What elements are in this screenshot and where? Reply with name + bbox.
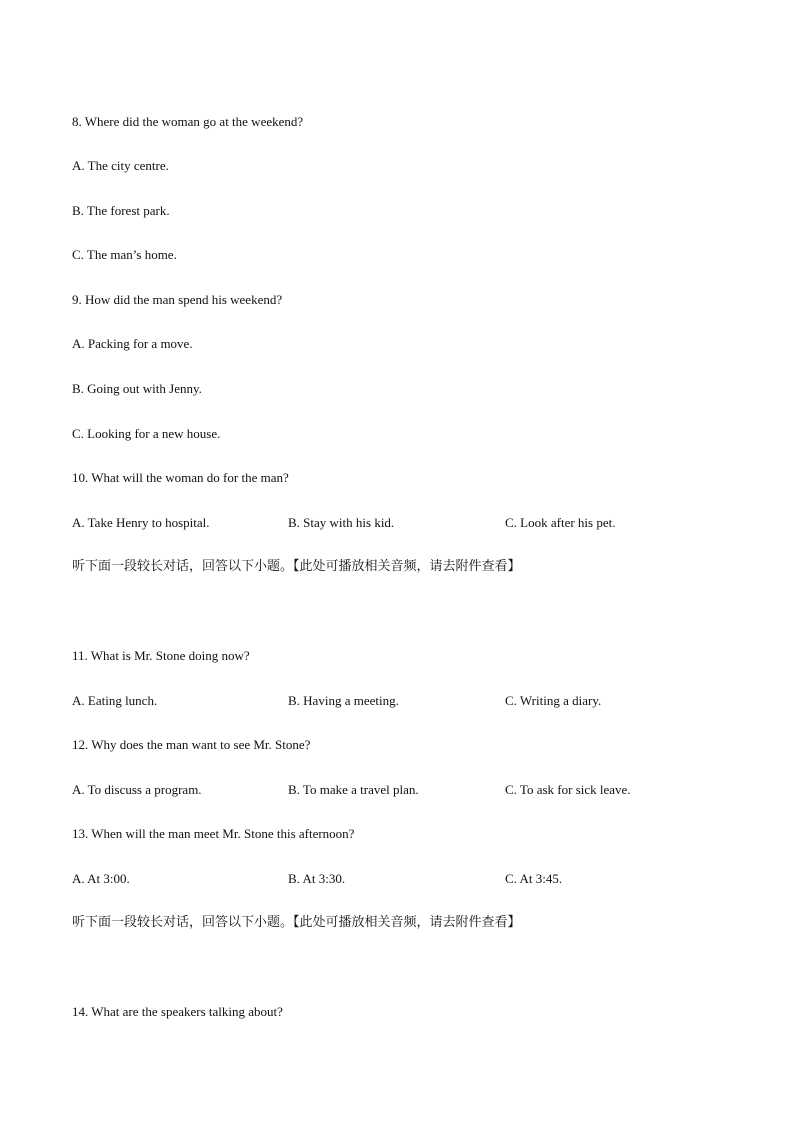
question-12-option-a: A. To discuss a program. (72, 782, 202, 797)
question-14: 14. What are the speakers talking about? (72, 1004, 283, 1019)
question-13-option-a: A. At 3:00. (72, 871, 130, 886)
question-12-option-c: C. To ask for sick leave. (505, 782, 631, 797)
question-11-option-c: C. Writing a diary. (505, 693, 602, 708)
question-11: 11. What is Mr. Stone doing now? (72, 648, 250, 663)
question-8-option-c: C. The man’s home. (72, 247, 177, 262)
question-9-option-b: B. Going out with Jenny. (72, 381, 202, 396)
question-11-option-a: A. Eating lunch. (72, 693, 158, 708)
question-11-option-b: B. Having a meeting. (288, 693, 399, 708)
question-12: 12. Why does the man want to see Mr. Stone? (72, 737, 311, 752)
question-10-option-b: B. Stay with his kid. (288, 515, 395, 530)
question-9-option-c: C. Looking for a new house. (72, 426, 221, 441)
question-8: 8. Where did the woman go at the weekend? (72, 114, 304, 129)
listening-instruction-1: 听下面一段较长对话，回答以下小题。【此处可播放相关音频，请去附件查看】 (72, 559, 521, 574)
question-9-option-a: A. Packing for a move. (72, 336, 193, 351)
question-13-option-c: C. At 3:45. (505, 871, 563, 886)
question-8-option-a: A. The city centre. (72, 158, 169, 173)
question-13: 13. When will the man meet Mr. Stone this afternoon? (72, 826, 355, 841)
question-9: 9. How did the man spend his weekend? (72, 292, 283, 307)
question-10-option-c: C. Look after his pet. (505, 515, 616, 530)
question-12-option-b: B. To make a travel plan. (288, 782, 419, 797)
question-10-option-a: A. Take Henry to hospital. (72, 515, 210, 530)
listening-instruction-2: 听下面一段较长对话，回答以下小题。【此处可播放相关音频，请去附件查看】 (72, 915, 521, 930)
question-10: 10. What will the woman do for the man? (72, 470, 289, 485)
question-8-option-b: B. The forest park. (72, 203, 170, 218)
question-13-option-b: B. At 3:30. (288, 871, 346, 886)
